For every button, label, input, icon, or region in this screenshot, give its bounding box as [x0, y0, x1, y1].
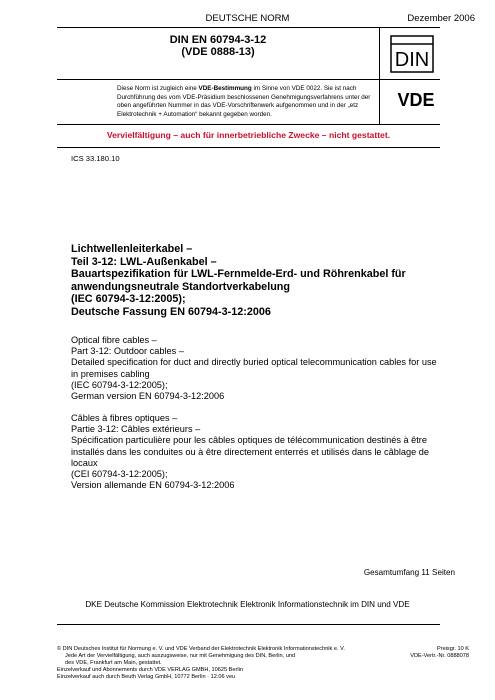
german-title: Lichtwellenleiterkabel – Teil 3-12: LWL-Außenkabel – Bauartspezifikation für LWL-Fernmelde-Erd- und Röhrenkabel für anwendungsneutrale Standortverkabelung (IEC 60794-3-12:2005); Deutsche Fassung EN 60794-3-12:2006	[71, 243, 406, 318]
svg-text:DIN: DIN	[394, 49, 430, 71]
order-number: VDE-Vertr.-Nr. 0888078	[410, 652, 469, 659]
total-pages: Gesamtumfang 11 Seiten	[363, 568, 455, 577]
french-title: Câbles à fibres optiques – Partie 3-12: Câbles extérieurs – Spécification particulière pour les câbles optiques de télécommunication destinés à être installés dans les conduites ou à être directement enterrés et utilisés dans le câblage de locaux (CEI 60794-3-12:2005); Version allemande EN 60794-3-12:2006	[71, 413, 430, 491]
publication-date: Dezember 2006	[407, 13, 475, 24]
ics-code: ICS 33.180.10	[71, 154, 120, 163]
copyright-notice: © DIN Deutsches Institut für Normung e. V. und VDE Verband der Elektrotechnik Elektronik Informationstechnik e. V. Jede Art der Vervielfältigung, auch auszugsweise, nur mit Genehmigung des DIN, Berlin, und des VDE, Frankfurt am Main, gestattet. Einzelverkauf und Abonnements durch VDE VERLAG GMBH, 10625 Berlin Einzelverkauf auch durch Beuth Verlag GmbH, 10772 Berlin · 12.06 veu	[57, 646, 345, 680]
top-divider	[57, 27, 440, 28]
vde-logo	[395, 89, 437, 109]
din-logo	[390, 35, 434, 73]
vde-notice: Diese Norm ist zugleich eine VDE-Bestimmung im Sinne von VDE 0022. Sie ist nach Durchführung des vom VDE-Präsidium beschlossenen Genehmigungsverfahrens unter der oben angeführten Nummer in das VDE-Vorschriftenwerk aufgenommen und in der „etz Elektrotechnik + Automation“ bekannt gegeben worden.	[117, 85, 371, 118]
price-group: Preisgr. 10 K	[436, 646, 469, 652]
din-standard-number: DIN EN 60794-3-12	[169, 34, 267, 46]
dke-committee: DKE Deutsche Kommission Elektrotechnik Elektronik Informationstechnik im DIN und VDE	[85, 600, 410, 609]
repro-divider	[57, 147, 440, 148]
header-divider	[57, 79, 440, 80]
logo-column-divider	[379, 28, 380, 125]
footer-divider	[57, 624, 440, 625]
vde-classification-number: (VDE 0888-13)	[181, 46, 255, 58]
document-type-label: DEUTSCHE NORM	[205, 13, 290, 24]
english-title: Optical fibre cables – Part 3-12: Outdoor cables – Detailed specification for duct and directly buried optical telecommunication cables for use in premises cabling (IEC 60794-3-12:2005); German version EN 60794-3-12:2006	[71, 335, 437, 402]
price-info	[410, 646, 469, 660]
notice-divider	[57, 124, 440, 125]
svg-text:VDE: VDE	[397, 90, 435, 109]
reproduction-notice: Vervielfältigung – auch für innerbetriebliche Zwecke – nicht gestattet.	[106, 130, 391, 140]
